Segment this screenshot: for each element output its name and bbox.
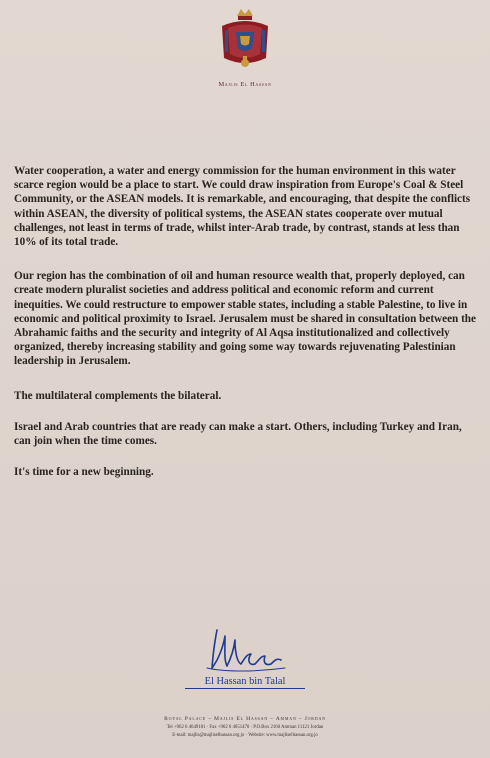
footer-address: Royal Palace – Majlis El Hassan – Amman – Jordan: [164, 716, 326, 722]
signature-block: [150, 624, 340, 689]
royal-crest-icon: [214, 6, 276, 78]
signatory-name: El Hassan bin Talal: [204, 676, 286, 687]
crest-caption: Majlis El Hassan: [218, 81, 272, 88]
paragraph-make-a-start: Israel and Arab countries that are ready can make a start. Others, including Turkey and Iran, can join when the time comes.: [14, 420, 462, 448]
letter-body: [14, 164, 478, 499]
footer-web: E-mail: majlis@majliselhassan.org.jo · Website: www.majliselhassan.org.jo: [172, 733, 318, 738]
letter-footer: [0, 715, 490, 740]
signature-rule: [185, 688, 305, 689]
paragraph-water-cooperation: Water cooperation, a water and energy commission for the human environment in this water scarce region would be a place to start. We could draw inspiration from Europe's Coal & Steel Community, or the ASEAN models. It is remarkable, and encouraging, that despite the conflicts within ASEAN, the diversity of political systems, the ASEAN states cooperate over mutual challenges, not least in terms of trade, whilst inter-Arab trade, by contrast, stands at less than 10% of its total trade.: [14, 165, 471, 249]
letterhead: [0, 6, 490, 88]
footer-contact: Tel +962 6 4649181 · Fax +962 6 4651470 · P.O.Box 2160 Amman 11121 Jordan: [166, 725, 324, 730]
paragraph-region-wealth: Our region has the combination of oil and human resource wealth that, properly deployed, can create modern pluralist societies and address political and economic reform and current inequities. We could restructure to empower stable states, including a stable Palestine, to live in economic and political proximity to Israel. Jerusalem must be shared in consultation between the Abrahamic faiths and the security and integrity of Al Aqsa institutionalized and collectively organized, thereby increasing stability and going some way towards rejuvenating Palestinian leadership in Jerusalem.: [14, 270, 476, 368]
paragraph-new-beginning: It's time for a new beginning.: [14, 466, 154, 479]
paragraph-multilateral: The multilateral complements the bilateral.: [14, 389, 222, 402]
handwritten-signature: [185, 624, 305, 682]
